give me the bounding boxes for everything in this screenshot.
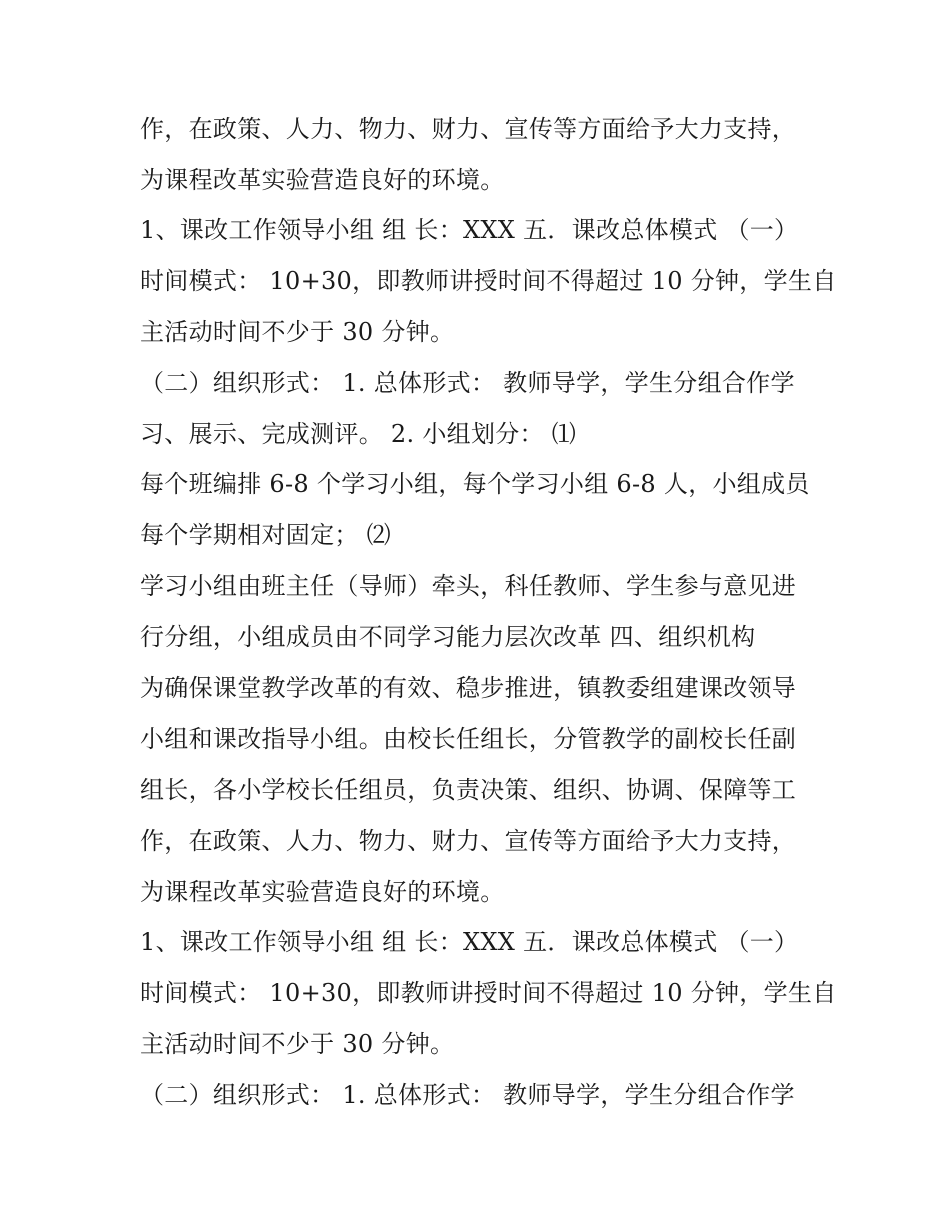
text-line: 作，在政策、人力、物力、财力、宣传等方面给予大力支持， [140, 115, 797, 143]
text-line: 小组和课改指导小组。由校长任组长，分管教学的副校长任副 [140, 725, 797, 753]
text-line: 作，在政策、人力、物力、财力、宣传等方面给予大力支持， [140, 827, 797, 855]
text-line: 主活动时间不少于 30 分钟。 [140, 318, 455, 346]
text-line: 习、展示、完成测评。 2. 小组划分： ⑴ [140, 420, 577, 448]
text-line: 每个学期相对固定； ⑵ [140, 521, 391, 549]
text-line: 为课程改革实验营造良好的环境。 [140, 878, 505, 906]
text-line: 每个班编排 6-8 个学习小组，每个学习小组 6-8 人，小组成员 [140, 470, 810, 498]
text-line: 主活动时间不少于 30 分钟。 [140, 1030, 455, 1058]
text-line: 行分组，小组成员由不同学习能力层次改革 四、组织机构 [140, 623, 756, 651]
text-line: 学习小组由班主任（导师）牵头，科任教师、学生参与意见进 [140, 572, 797, 600]
text-line: 1、课改工作领导小组 组 长：XXX 五．课改总体模式 （一） [140, 216, 799, 244]
text-line: 时间模式： 10+30，即教师讲授时间不得超过 10 分钟，学生自 [140, 267, 837, 295]
text-line: 为课程改革实验营造良好的环境。 [140, 166, 505, 194]
text-line: 1、课改工作领导小组 组 长：XXX 五．课改总体模式 （一） [140, 928, 799, 956]
text-line: （二）组织形式： 1. 总体形式： 教师导学，学生分组合作学 [140, 1081, 795, 1109]
text-line: 组长，各小学校长任组员，负责决策、组织、协调、保障等工 [140, 776, 797, 804]
text-line: 为确保课堂教学改革的有效、稳步推进，镇教委组建课改领导 [140, 674, 797, 702]
text-line: 时间模式： 10+30，即教师讲授时间不得超过 10 分钟，学生自 [140, 979, 837, 1007]
text-line: （二）组织形式： 1. 总体形式： 教师导学，学生分组合作学 [140, 369, 795, 397]
